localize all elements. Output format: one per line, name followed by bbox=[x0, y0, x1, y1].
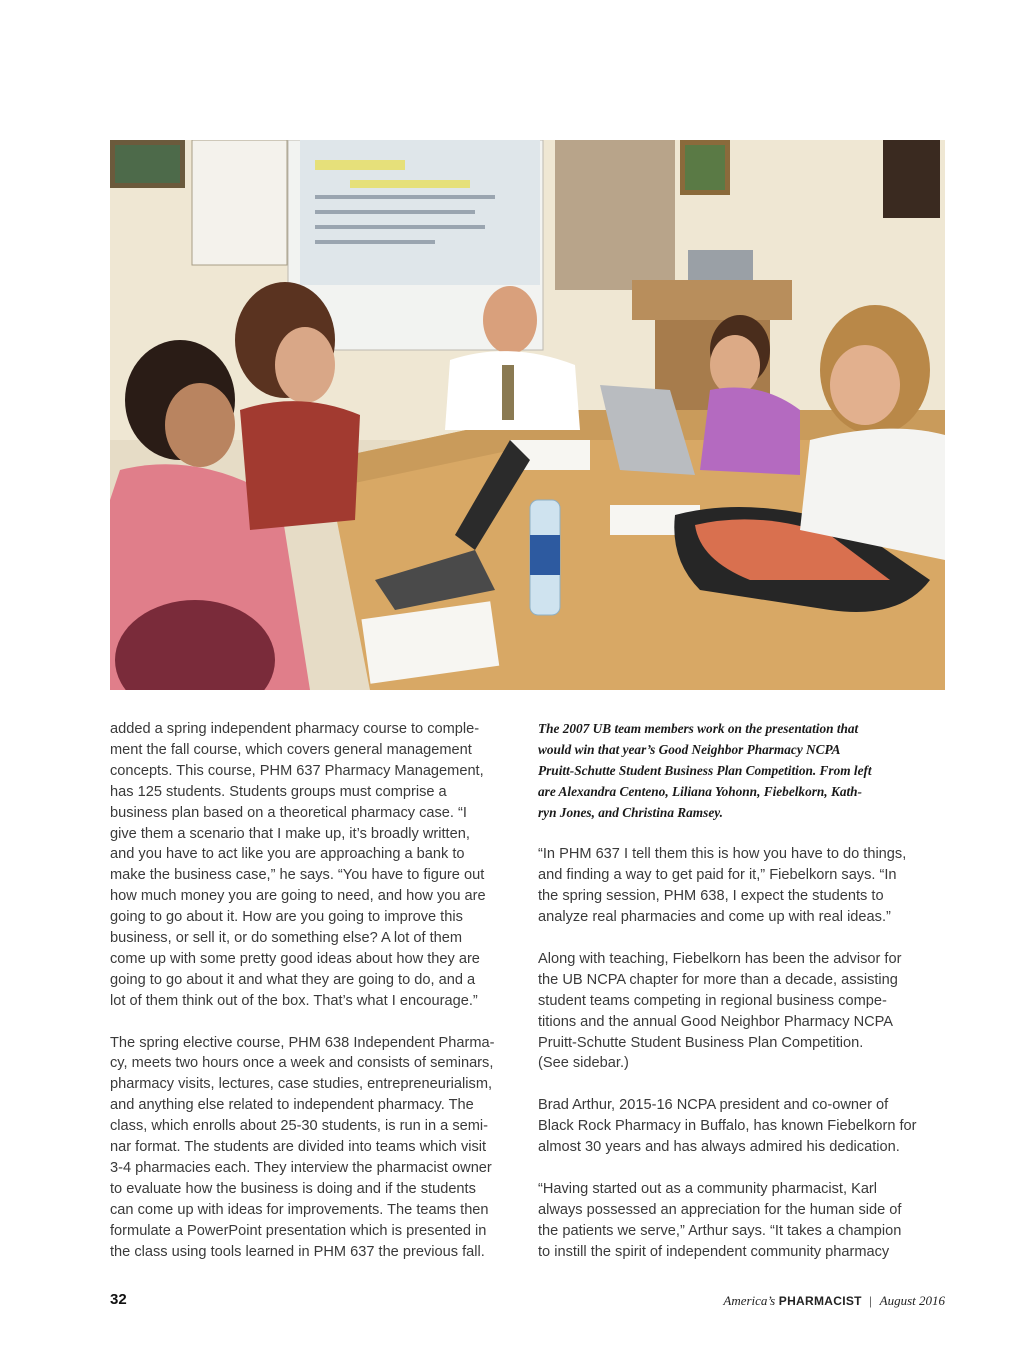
magazine-brand: PHARMACIST bbox=[778, 1294, 862, 1308]
left-paragraph-1: added a spring independent pharmacy course to comple- ment the fall course, which covers general management concepts. This course, PHM 637 Pharmacy Management, has 125 students. Students groups must comprise a business plan based on a theoretical pharmacy case. “I give them a scenario that I make up, it’s broadly written, and you have to act like you are approaching a bank to make the business case,” he says. “You have to figure out how much money you are going to need, and how you are going to go about it. How are you going to improve this business, or sell it, or do something else? A lot of them come up with some pretty good ideas about how they are going to go about it and what they are going to do, and a lot of them think out of the box. That’s what I encourage.” bbox=[110, 721, 486, 1009]
right-paragraph-2: Along with teaching, Fiebelkorn has been the advisor for the UB NCPA chapter for more than a decade, assisting student teams competing in regional business compe- titions and the annual Good Neighbor Pharmacy NCPA Pruitt-Schutte Student Business Plan Competition. (See sidebar.) bbox=[538, 950, 902, 1072]
left-column bbox=[110, 719, 520, 1283]
right-paragraph-1: “In PHM 637 I tell them this is how you have to do things, and finding a way to get paid for it,” Fiebelkorn says. “In the spring session, PHM 638, I expect the students to analyze real pharmacies and come up with real ideas.” bbox=[538, 846, 907, 926]
page-number: 32 bbox=[110, 1291, 127, 1308]
left-paragraph-2: The spring elective course, PHM 638 Independent Pharma- cy, meets two hours once a week and consists of seminars, pharmacy visits, lectures, case studies, entrepreneurialism, and anything else related to independent pharmacy. The class, which enrolls about 25-30 students, is run in a semi- nar format. The students are divided into teams which visit 3-4 pharmacies each. They interview the pharmacist owner to evaluate how the business is doing and if the students can come up with ideas for improvements. The teams then formulate a PowerPoint presentation which is presented in the class using tools learned in PHM 637 the previous fall. bbox=[110, 1034, 495, 1260]
right-column bbox=[538, 719, 948, 1283]
right-paragraph-4: “Having started out as a community pharmacist, Karl always possessed an appreciation for the human side of the patients we serve,” Arthur says. “It takes a champion to instill the spirit of independent community pharmacy bbox=[538, 1180, 902, 1260]
photo bbox=[110, 140, 945, 690]
photo-illustration bbox=[110, 140, 945, 690]
running-footer bbox=[723, 1293, 945, 1309]
issue-date: August 2016 bbox=[879, 1293, 945, 1308]
footer-separator: | bbox=[869, 1293, 872, 1308]
right-paragraph-3: Brad Arthur, 2015-16 NCPA president and co-owner of Black Rock Pharmacy in Buffalo, has known Fiebelkorn for almost 30 years and has always admired his dedication. bbox=[538, 1097, 917, 1156]
magazine-prefix: America’s bbox=[723, 1293, 776, 1308]
photo-caption: The 2007 UB team members work on the presentation that would win that year’s Good Neighbor Pharmacy NCPA Pruitt-Schutte Student Business Plan Competition. From left are Alexandra Centeno, Liliana Yohonn, Fiebelkorn, Kath- ryn Jones, and Christina Ramsey. bbox=[538, 721, 872, 820]
